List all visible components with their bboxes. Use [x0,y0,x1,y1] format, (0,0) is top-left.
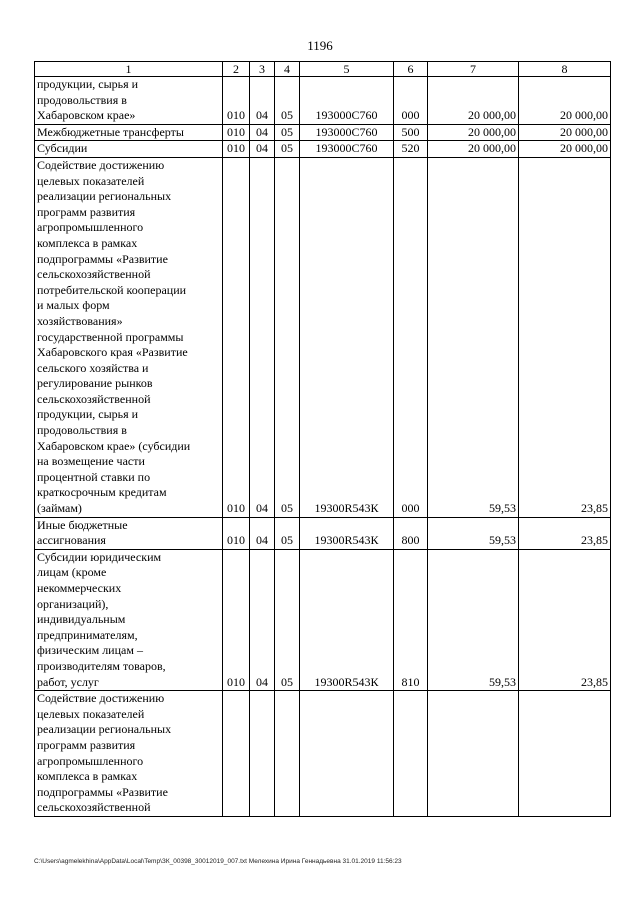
code-cell: 000 [394,77,428,125]
code-cell: 05 [275,141,300,158]
code-cell: 19300R543К [300,549,394,690]
code-cell: 05 [275,77,300,125]
column-header: 4 [275,62,300,77]
table-row [35,141,611,158]
code-cell: 19300R543К [300,517,394,549]
code-cell: 010 [223,77,250,125]
table-header-row [35,62,611,77]
code-cell: 800 [394,517,428,549]
row-name-cell: Субсидии юридическим лицам (кроме некоммерческих организаций), индивидуальным предпринимателям, физическим лицам – производителям товаров, работ, услуг [35,549,223,690]
amount-cell: 20 000,00 [428,141,519,158]
code-cell: 010 [223,157,250,517]
amount-cell: 23,85 [519,157,611,517]
amount-cell: 20 000,00 [519,77,611,125]
table-row [35,157,611,517]
amount-cell: 20 000,00 [519,141,611,158]
code-cell: 04 [250,77,275,125]
code-cell: 19300R543К [300,157,394,517]
row-name-cell: Межбюджетные трансферты [35,124,223,141]
code-cell: 193000С760 [300,77,394,125]
table-row [35,124,611,141]
row-name-cell: Иные бюджетные ассигнования [35,517,223,549]
code-cell: 010 [223,124,250,141]
row-name-cell: продукции, сырья и продовольствия в Хабаровском крае» [35,77,223,125]
row-name-cell: Содействие достижению целевых показателей реализации региональных программ развития агропромышленного комплекса в рамках подпрограммы «Развитие сельскохозяйственной потребительской кооперации и малых форм хозяйствования» государственной программы Хабаровского края «Развитие сельского хозяйства и регулирование рынков сельскохозяйственной продукции, сырья и продовольствия в Хабаровском крае» (субсидии на возмещение части процентной ставки по краткосрочным кредитам (займам) [35,157,223,517]
code-cell: 05 [275,549,300,690]
code-cell: 04 [250,549,275,690]
column-header: 8 [519,62,611,77]
column-header: 1 [35,62,223,77]
budget-table-body [35,62,611,817]
code-cell [250,691,275,817]
code-cell: 05 [275,157,300,517]
column-header: 7 [428,62,519,77]
code-cell [300,691,394,817]
code-cell: 010 [223,141,250,158]
amount-cell: 59,53 [428,549,519,690]
row-name-cell: Субсидии [35,141,223,158]
code-cell: 520 [394,141,428,158]
code-cell: 010 [223,549,250,690]
table-row [35,549,611,690]
amount-cell: 59,53 [428,517,519,549]
code-cell [223,691,250,817]
code-cell: 010 [223,517,250,549]
code-cell: 04 [250,157,275,517]
amount-cell: 20 000,00 [428,77,519,125]
amount-cell: 20 000,00 [519,124,611,141]
code-cell: 05 [275,517,300,549]
amount-cell: 20 000,00 [428,124,519,141]
column-header: 3 [250,62,275,77]
code-cell: 04 [250,141,275,158]
amount-cell [428,691,519,817]
code-cell: 810 [394,549,428,690]
code-cell: 04 [250,124,275,141]
amount-cell: 59,53 [428,157,519,517]
code-cell: 193000С760 [300,124,394,141]
code-cell [275,691,300,817]
column-header: 6 [394,62,428,77]
table-row [35,691,611,817]
code-cell: 193000С760 [300,141,394,158]
document-file-path: C:\Users\agmelekhina\AppData\Local\Temp\ЗК_00398_30012019_007.txt Мелехина Ирина Геннадьевна 31.01.2019 11:56:23 [34,858,402,865]
amount-cell: 23,85 [519,549,611,690]
amount-cell: 23,85 [519,517,611,549]
code-cell: 500 [394,124,428,141]
page-number: 1196 [307,38,333,53]
column-header: 2 [223,62,250,77]
table-row [35,517,611,549]
table-row [35,77,611,125]
amount-cell [519,691,611,817]
budget-table [34,61,611,817]
row-name-cell: Содействие достижению целевых показателей реализации региональных программ развития агропромышленного комплекса в рамках подпрограммы «Развитие сельскохозяйственной [35,691,223,817]
code-cell [394,691,428,817]
code-cell: 000 [394,157,428,517]
column-header: 5 [300,62,394,77]
code-cell: 05 [275,124,300,141]
code-cell: 04 [250,517,275,549]
